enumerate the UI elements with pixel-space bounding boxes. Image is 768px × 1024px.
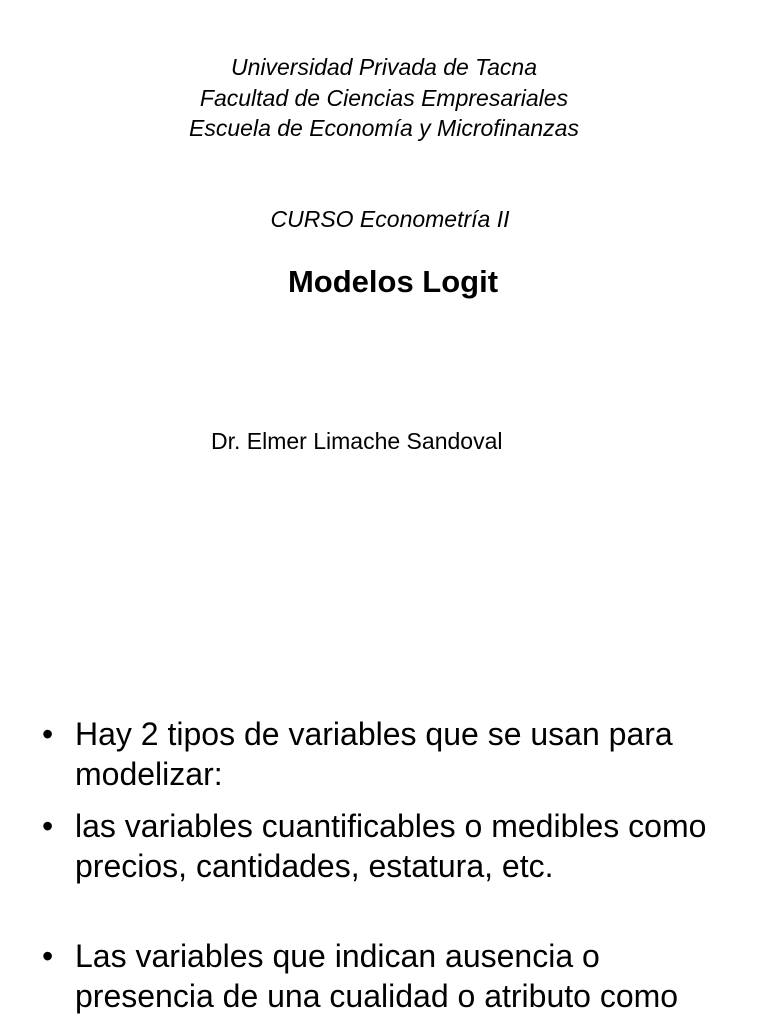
bullet-item xyxy=(40,714,740,794)
university-name: Universidad Privada de Tacna xyxy=(231,54,537,80)
bullet-marker: • xyxy=(42,808,54,844)
content-slide xyxy=(0,690,768,1024)
school-name: Escuela de Economía y Microfinanzas xyxy=(189,115,579,141)
bullet-text: Las variables que indican ausencia o presencia de una cualidad o atributo como xyxy=(75,938,679,1014)
institution-block xyxy=(0,52,768,144)
bullet-marker: • xyxy=(42,938,54,974)
bullet-item xyxy=(40,936,740,1016)
bullet-marker: • xyxy=(42,716,54,752)
bullet-text: las variables cuantificables o medibles como precios, cantidades, estatura, etc. xyxy=(75,808,707,884)
course-name: CURSO Econometría II xyxy=(270,206,510,232)
author-name: Dr. Elmer Limache Sandoval xyxy=(211,428,503,454)
bullet-text: Hay 2 tipos de variables que se usan para modelizar: xyxy=(75,716,673,792)
slide-title: Modelos Logit xyxy=(287,264,499,299)
faculty-name: Facultad de Ciencias Empresariales xyxy=(199,84,569,111)
bullet-list xyxy=(40,714,740,1016)
bullet-item xyxy=(40,806,740,886)
